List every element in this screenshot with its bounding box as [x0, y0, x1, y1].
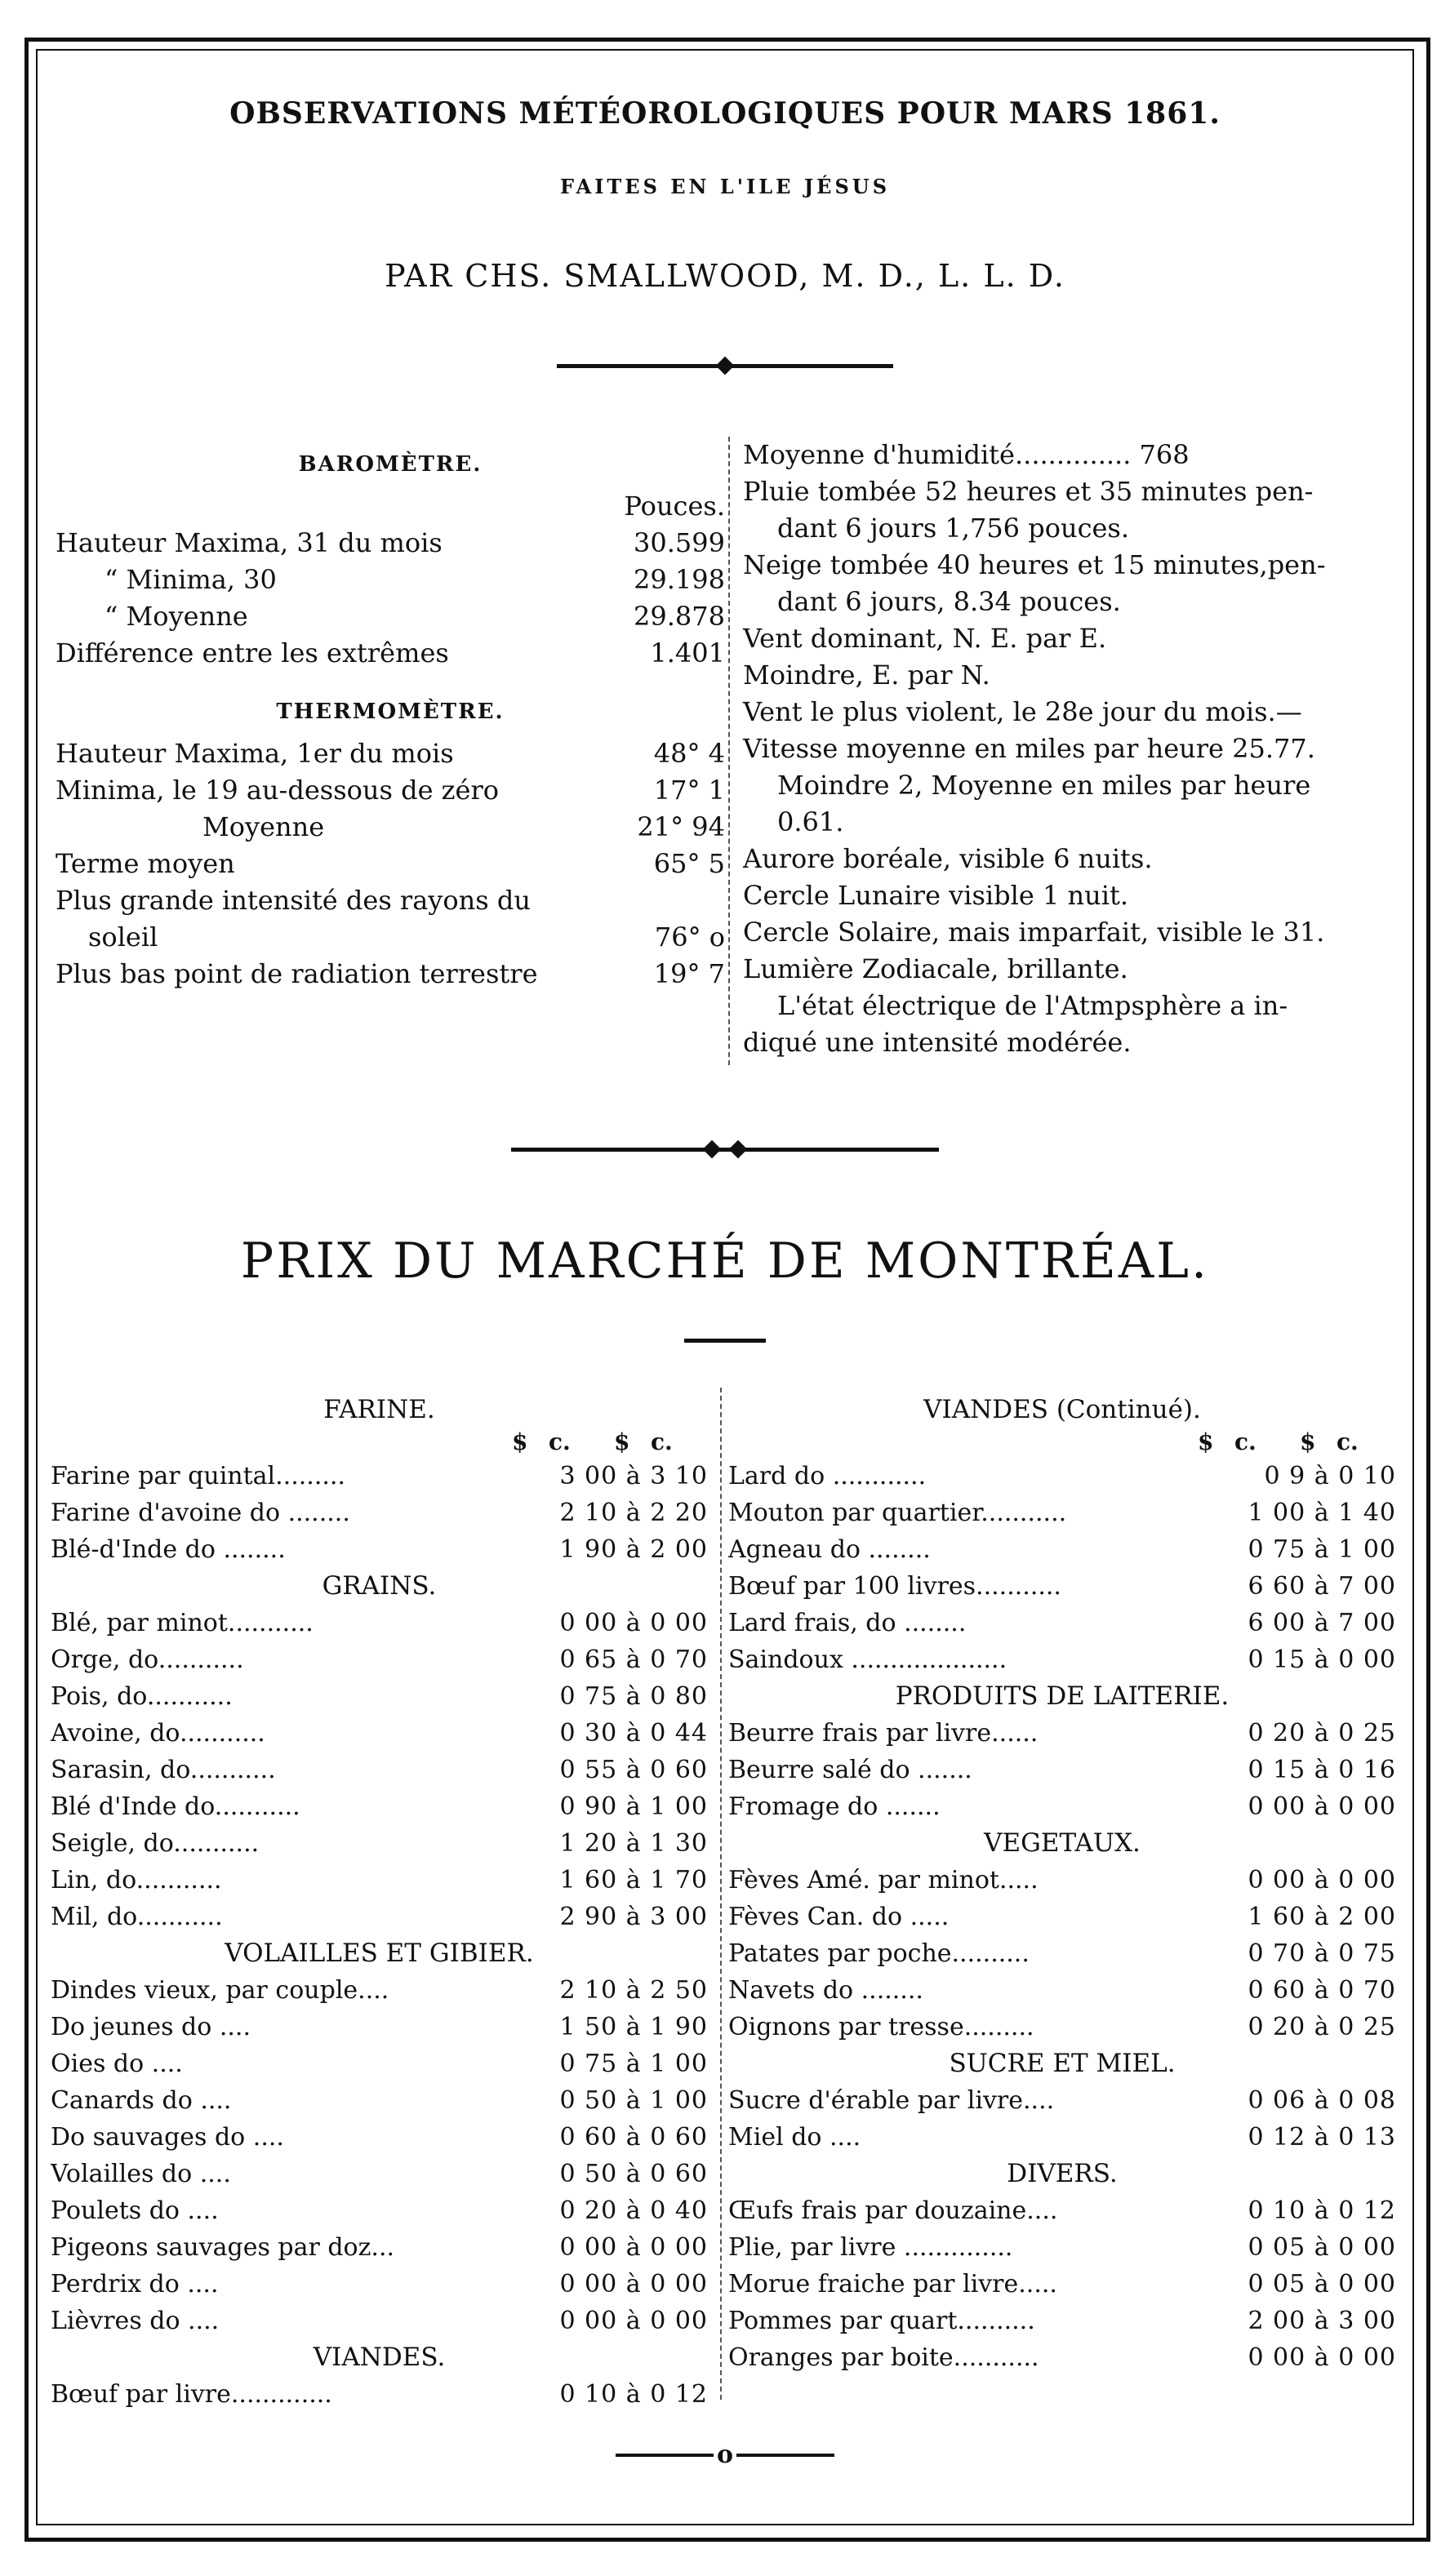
market-item-price: 0 55 à 0 60 — [559, 1756, 708, 1784]
column-divider-top — [728, 437, 730, 1065]
market-section-heading: SUCRE ET MIEL. — [949, 2049, 1176, 2078]
market-item-row — [51, 2303, 708, 2339]
barometre-heading: BAROMÈTRE. — [298, 452, 483, 477]
market-item-price: 0 00 à 0 00 — [559, 2270, 708, 2298]
market-item-price: 0 00 à 0 00 — [559, 2233, 708, 2262]
weather-left-column — [56, 441, 725, 993]
market-item-price: 1 50 à 1 90 — [559, 2013, 708, 2041]
market-item-price: 0 50 à 0 60 — [559, 2160, 708, 2188]
market-item-name: Bœuf par livre............. — [51, 2380, 332, 2409]
currency-header-row — [51, 1428, 708, 1458]
market-item-row — [51, 1899, 708, 1935]
market-item-row — [728, 2266, 1396, 2303]
market-item-row — [51, 1495, 708, 1531]
market-item-price: 0 50 à 1 00 — [559, 2086, 708, 2115]
market-item-price: 0 00 à 0 00 — [1248, 1792, 1396, 1821]
market-item-name: Lin, do........... — [51, 1866, 222, 1894]
market-item-name: Poulets do .... — [51, 2196, 219, 2225]
market-item-name: Seigle, do........... — [51, 1829, 260, 1858]
market-item-row — [51, 1715, 708, 1752]
market-item-name: Beurre salé do ....... — [728, 1756, 972, 1784]
thermometre-value: 19° 7 — [653, 958, 725, 989]
market-section-heading: VEGETAUX. — [984, 1828, 1141, 1858]
thermometre-heading: THERMOMÈTRE. — [276, 700, 505, 724]
weather-note-line: Neige tombée 40 heures et 15 minutes,pen- — [743, 549, 1326, 580]
barometre-rows — [56, 525, 725, 672]
market-item-row — [51, 1531, 708, 1568]
market-item-price: 0 60 à 0 60 — [559, 2123, 708, 2152]
market-item-name: Œufs frais par douzaine.... — [728, 2196, 1058, 2225]
weather-note-line: Lumière Zodiacale, brillante. — [743, 953, 1128, 984]
page-title: OBSERVATIONS MÉTÉOROLOGIQUES POUR MARS 1861. — [229, 96, 1221, 131]
market-section-heading: PRODUITS DE LAITERIE. — [895, 1681, 1230, 1711]
market-section-heading: FARINE. — [323, 1395, 435, 1424]
market-item-row — [728, 2119, 1396, 2156]
market-item-price: 0 75 à 1 00 — [559, 2050, 708, 2078]
market-item-price: 0 05 à 0 00 — [1248, 2270, 1396, 2298]
thermometre-row — [56, 809, 725, 846]
market-item-row — [51, 1752, 708, 1788]
market-item-name: Fèves Can. do ..... — [728, 1903, 950, 1931]
thermometre-row — [56, 882, 725, 919]
market-item-row — [51, 2192, 708, 2229]
market-title: PRIX DU MARCHÉ DE MONTRÉAL. — [240, 1232, 1210, 1290]
market-item-name: Blé, par minot........... — [51, 1609, 314, 1637]
currency-symbol: c. — [1234, 1428, 1257, 1455]
market-item-name: Fèves Amé. par minot..... — [728, 1866, 1039, 1894]
weather-note-line: 0.61. — [777, 806, 844, 837]
market-item-row — [728, 1605, 1396, 1641]
market-item-row — [728, 1458, 1396, 1495]
market-item-price: 0 00 à 0 00 — [1248, 1866, 1396, 1894]
market-item-row — [51, 1605, 708, 1641]
barometre-unit: Pouces. — [624, 491, 725, 522]
market-item-price: 0 00 à 0 00 — [559, 1609, 708, 1637]
market-item-row — [51, 2376, 708, 2413]
market-item-row — [51, 2119, 708, 2156]
market-item-price: 1 60 à 2 00 — [1248, 1903, 1396, 1931]
market-item-row — [51, 1862, 708, 1899]
page-subtitle: FAITES EN L'ILE JÉSUS — [559, 175, 891, 198]
market-item-row — [728, 1752, 1396, 1788]
market-item-name: Oignons par tresse......... — [728, 2013, 1034, 2041]
market-item-row — [728, 2009, 1396, 2045]
thermometre-label: Plus grande intensité des rayons du — [56, 885, 531, 916]
barometre-value: 1.401 — [650, 637, 725, 668]
market-section-heading: DIVERS. — [1007, 2159, 1118, 2188]
market-item-name: Navets do ........ — [728, 1976, 923, 2005]
barometre-value: 30.599 — [634, 527, 725, 558]
market-item-row — [728, 2303, 1396, 2339]
market-item-row — [51, 1788, 708, 1825]
market-item-row — [728, 1641, 1396, 1678]
market-item-price: 0 10 à 0 12 — [1248, 2196, 1396, 2225]
weather-note-line: Aurore boréale, visible 6 nuits. — [743, 843, 1153, 874]
market-item-name: Mouton par quartier........... — [728, 1499, 1067, 1527]
market-section-heading: GRAINS. — [322, 1571, 437, 1601]
market-left-column — [51, 1392, 708, 2413]
column-divider-bottom — [720, 1388, 722, 2400]
market-item-price: 0 75 à 1 00 — [1248, 1535, 1396, 1564]
currency-symbol: c. — [1337, 1428, 1359, 1455]
market-item-price: 0 65 à 0 70 — [559, 1646, 708, 1674]
barometre-unit-row — [56, 488, 725, 525]
end-mark — [0, 2441, 1450, 2469]
market-right-column — [728, 1392, 1396, 2376]
market-item-price: 0 12 à 0 13 — [1248, 2123, 1396, 2152]
barometre-value: 29.198 — [634, 564, 725, 595]
market-item-row — [728, 1531, 1396, 1568]
market-item-price: 2 10 à 2 50 — [559, 1976, 708, 2005]
market-item-row — [728, 1972, 1396, 2009]
barometre-row — [56, 525, 725, 562]
market-item-name: Pigeons sauvages par doz... — [51, 2233, 395, 2262]
market-item-row — [51, 2045, 708, 2082]
weather-note-line: diqué une intensité modérée. — [743, 1027, 1132, 1058]
market-item-name: Do sauvages do .... — [51, 2123, 284, 2152]
market-item-name: Blé d'Inde do........... — [51, 1792, 300, 1821]
market-item-price: 1 20 à 1 30 — [559, 1829, 708, 1858]
weather-note-line: dant 6 jours 1,756 pouces. — [777, 513, 1130, 544]
market-section-heading: VOLAILLES ET GIBIER. — [225, 1939, 534, 1968]
weather-note-line: Cercle Solaire, mais imparfait, visible le 31. — [743, 917, 1325, 948]
weather-note-line: Pluie tombée 52 heures et 35 minutes pen- — [743, 476, 1314, 507]
market-item-row — [728, 1935, 1396, 1972]
thermometre-label: Minima, le 19 au-dessous de zéro — [56, 775, 500, 806]
weather-note-line: Moyenne d'humidité.............. 768 — [743, 439, 1190, 470]
thermometre-row — [56, 919, 725, 956]
market-section-heading: VIANDES. — [313, 2343, 446, 2372]
market-item-row — [728, 2192, 1396, 2229]
market-item-name: Canards do .... — [51, 2086, 232, 2115]
market-item-row — [728, 2082, 1396, 2119]
thermometre-row — [56, 956, 725, 993]
market-item-price: 2 90 à 3 00 — [559, 1903, 708, 1931]
market-item-row — [728, 1899, 1396, 1935]
market-item-price: 0 30 à 0 44 — [559, 1719, 708, 1748]
currency-symbol: $ — [512, 1428, 528, 1455]
market-item-price: 0 06 à 0 08 — [1248, 2086, 1396, 2115]
market-item-name: Oranges par boite........... — [728, 2343, 1039, 2372]
market-item-price: 0 90 à 1 00 — [559, 1792, 708, 1821]
market-item-row — [728, 1495, 1396, 1531]
barometre-label: Différence entre les extrêmes — [56, 637, 449, 668]
author-line: PAR CHS. SMALLWOOD, M. D., L. L. D. — [385, 258, 1065, 294]
currency-header-row — [728, 1428, 1396, 1458]
thermometre-row — [56, 735, 725, 772]
market-item-name: Saindoux .................... — [728, 1646, 1007, 1674]
market-section-heading: VIANDES (Continué). — [923, 1395, 1201, 1424]
market-item-price: 1 90 à 2 00 — [559, 1535, 708, 1564]
market-item-price: 0 00 à 0 00 — [559, 2307, 708, 2335]
market-item-row — [51, 2156, 708, 2192]
market-item-price: 2 10 à 2 20 — [559, 1499, 708, 1527]
weather-note-line: Vent le plus violent, le 28e jour du mois.— — [743, 696, 1302, 727]
currency-symbol: $ — [614, 1428, 630, 1455]
market-item-price: 0 15 à 0 16 — [1248, 1756, 1396, 1784]
market-item-name: Pommes par quart.......... — [728, 2307, 1035, 2335]
ornament-rule-top — [0, 359, 1450, 372]
market-item-name: Sucre d'érable par livre.... — [728, 2086, 1055, 2115]
market-item-name: Pois, do........... — [51, 1682, 233, 1711]
market-item-name: Blé-d'Inde do ........ — [51, 1535, 286, 1564]
market-item-row — [728, 2229, 1396, 2266]
market-item-row — [51, 1972, 708, 2009]
market-item-name: Miel do .... — [728, 2123, 861, 2152]
market-item-name: Do jeunes do .... — [51, 2013, 251, 2041]
market-item-name: Farine d'avoine do ........ — [51, 1499, 350, 1527]
market-item-price: 0 05 à 0 00 — [1248, 2233, 1396, 2262]
market-item-name: Plie, par livre .............. — [728, 2233, 1013, 2262]
weather-note-line: Moindre, E. par N. — [743, 660, 990, 691]
market-item-name: Perdrix do .... — [51, 2270, 219, 2298]
thermometre-rows — [56, 735, 725, 993]
weather-note-line: Moindre 2, Moyenne en miles par heure — [777, 770, 1311, 801]
market-item-row — [51, 1825, 708, 1862]
market-item-name: Orge, do........... — [51, 1646, 244, 1674]
market-item-name: Sarasin, do........... — [51, 1756, 276, 1784]
market-item-name: Lièvres do .... — [51, 2307, 220, 2335]
market-item-row — [51, 1458, 708, 1495]
thermometre-row — [56, 772, 725, 809]
weather-note-line: Vitesse moyenne en miles par heure 25.77. — [743, 733, 1315, 764]
weather-right-column — [743, 437, 1404, 1061]
barometre-row — [56, 598, 725, 635]
market-title-rule — [684, 1339, 766, 1343]
currency-symbol: c. — [549, 1428, 571, 1455]
market-item-price: 6 00 à 7 00 — [1248, 1609, 1396, 1637]
market-item-price: 1 60 à 1 70 — [559, 1866, 708, 1894]
weather-note-line: L'état électrique de l'Atmpsphère a in- — [777, 990, 1288, 1021]
ornament-rule-middle — [0, 1143, 1450, 1156]
market-item-name: Lard frais, do ........ — [728, 1609, 967, 1637]
market-item-row — [728, 1788, 1396, 1825]
market-item-row — [51, 2009, 708, 2045]
barometre-row — [56, 562, 725, 598]
market-item-name: Avoine, do........... — [51, 1719, 265, 1748]
barometre-value: 29.878 — [634, 601, 725, 632]
weather-note-line: Cercle Lunaire visible 1 nuit. — [743, 880, 1128, 911]
market-item-row — [51, 1678, 708, 1715]
currency-symbol: $ — [1198, 1428, 1214, 1455]
market-item-name: Mil, do........... — [51, 1903, 223, 1931]
thermometre-label: Plus bas point de radiation terrestre — [56, 958, 538, 989]
market-item-name: Oies do .... — [51, 2050, 183, 2078]
barometre-row — [56, 635, 725, 672]
market-item-row — [51, 1641, 708, 1678]
barometre-label: “ Moyenne — [105, 601, 248, 632]
market-item-price: 6 60 à 7 00 — [1248, 1572, 1396, 1601]
market-item-row — [728, 2339, 1396, 2376]
market-item-price: 0 15 à 0 00 — [1248, 1646, 1396, 1674]
thermometre-label: soleil — [88, 922, 158, 953]
barometre-label: Hauteur Maxima, 31 du mois — [56, 527, 443, 558]
market-item-row — [51, 2229, 708, 2266]
market-item-price: 0 20 à 0 25 — [1248, 1719, 1396, 1748]
market-item-name: Patates par poche.......... — [728, 1939, 1030, 1968]
weather-note-line: Vent dominant, N. E. par E. — [743, 623, 1107, 654]
market-item-name: Agneau do ........ — [728, 1535, 931, 1564]
thermometre-value: 76° o — [654, 922, 725, 953]
market-item-name: Farine par quintal......... — [51, 1462, 345, 1490]
market-item-name: Dindes vieux, par couple.... — [51, 1976, 389, 2005]
currency-symbol: $ — [1300, 1428, 1316, 1455]
currency-symbol: c. — [651, 1428, 673, 1455]
market-item-price: 3 00 à 3 10 — [559, 1462, 708, 1490]
market-item-row — [51, 2266, 708, 2303]
market-item-price: 0 20 à 0 25 — [1248, 2013, 1396, 2041]
barometre-label: “ Minima, 30 — [105, 564, 277, 595]
market-item-row — [51, 2082, 708, 2119]
thermometre-label: Moyenne — [202, 811, 325, 842]
weather-note-line: dant 6 jours, 8.34 pouces. — [777, 586, 1121, 617]
market-item-price: 0 10 à 0 12 — [559, 2380, 708, 2409]
market-item-price: 0 75 à 0 80 — [559, 1682, 708, 1711]
market-item-name: Volailles do .... — [51, 2160, 231, 2188]
market-item-name: Beurre frais par livre...... — [728, 1719, 1039, 1748]
thermometre-row — [56, 846, 725, 882]
thermometre-value: 65° 5 — [653, 848, 725, 879]
market-item-price: 0 00 à 0 00 — [1248, 2343, 1396, 2372]
market-item-price: 0 9 à 0 10 — [1264, 1462, 1396, 1490]
thermometre-value: 17° 1 — [653, 775, 725, 806]
market-item-row — [728, 1862, 1396, 1899]
thermometre-value: 48° 4 — [653, 738, 725, 769]
end-mark-glyph: o — [716, 2441, 733, 2469]
market-item-name: Morue fraiche par livre..... — [728, 2270, 1057, 2298]
thermometre-label: Terme moyen — [56, 848, 235, 879]
market-item-name: Lard do ............ — [728, 1462, 927, 1490]
market-item-name: Bœuf par 100 livres........... — [728, 1572, 1061, 1601]
market-item-price: 1 00 à 1 40 — [1248, 1499, 1396, 1527]
thermometre-value: 21° 94 — [637, 811, 725, 842]
market-item-price: 0 60 à 0 70 — [1248, 1976, 1396, 2005]
market-item-name: Fromage do ....... — [728, 1792, 941, 1821]
market-item-price: 0 70 à 0 75 — [1248, 1939, 1396, 1968]
market-item-row — [728, 1568, 1396, 1605]
market-item-price: 0 20 à 0 40 — [559, 2196, 708, 2225]
market-item-row — [728, 1715, 1396, 1752]
market-item-price: 2 00 à 3 00 — [1248, 2307, 1396, 2335]
thermometre-label: Hauteur Maxima, 1er du mois — [56, 738, 454, 769]
